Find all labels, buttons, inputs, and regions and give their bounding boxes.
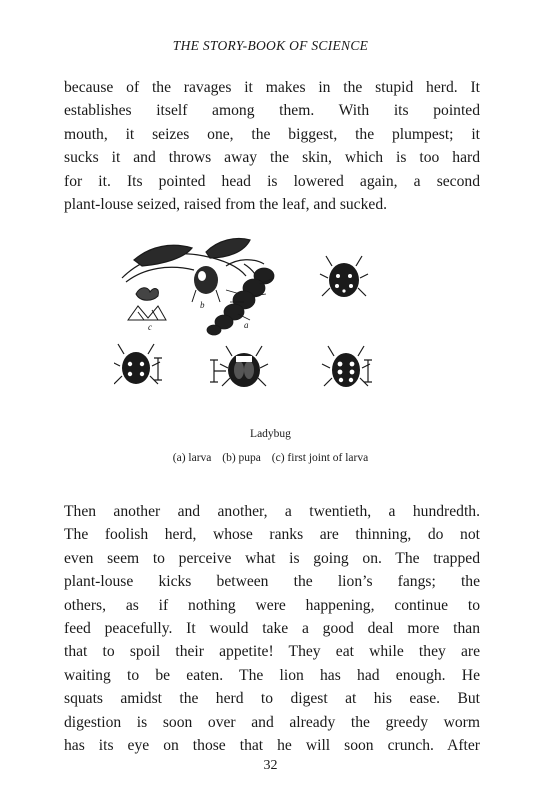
text-line: feed peacefully. It would take a good deal more than [64, 620, 480, 638]
text-line: others, as if nothing were happening, continue to [64, 596, 480, 614]
text-line: plant-louse kicks between the lion’s fangs; the [64, 573, 480, 591]
legend-item: (c) first joint of larva [271, 452, 369, 464]
text-line: for it. Its pointed head is lowered again, a second [64, 172, 480, 190]
text-line: Then another and another, a twentieth, a hundredth. [64, 503, 480, 520]
text-line: mouth, it seizes one, the biggest, the plumpest; it [64, 125, 480, 143]
running-head: THE STORY-BOOK OF SCIENCE [172, 38, 369, 53]
text-line: plant-louse seized, raised from the leaf, and sucked. [64, 196, 388, 214]
text-line: digestion is soon over and already the greedy worm [64, 713, 480, 731]
text-line: has its eye on those that he will soon crunch. After [64, 737, 480, 755]
page-number: 32 [263, 758, 278, 773]
text-line: even seem to perceive what is going on. The trapped [64, 549, 480, 567]
label-a: a [244, 320, 249, 330]
scale-bar-icon [210, 360, 226, 382]
text-line: The foolish herd, whose ranks are thinning, do not [64, 526, 480, 544]
ladybug-beetle-illustration [114, 344, 160, 384]
legend-item: (b) pupa [222, 452, 261, 464]
figure-legend [0, 452, 541, 464]
text-line: establishes itself among them. With its pointed [64, 102, 480, 120]
text-line: squats amidst the herd to digest at his ease. But [64, 690, 480, 708]
text-line: waiting to be eaten. The lion has had enough. He [64, 666, 480, 684]
text-line: sucks it and throws away the skin, which is too hard [64, 149, 480, 167]
label-c: c [148, 322, 152, 332]
legend-item: (a) larva [172, 452, 212, 464]
scale-bar-icon [364, 360, 372, 382]
paragraph-1 [64, 76, 480, 216]
text-line: because of the ravages it makes in the stupid herd. It [64, 79, 480, 96]
leaf-stem-illustration [122, 239, 264, 293]
figure-caption-title: Ladybug [250, 428, 291, 440]
label-b: b [200, 300, 205, 310]
pupa-illustration [192, 266, 220, 302]
scale-bar-icon [154, 358, 162, 380]
ladybug-beetle-illustration [320, 256, 368, 297]
ladybug-illustration [114, 236, 414, 406]
larva-joint-illustration [128, 288, 166, 320]
paragraph-2 [64, 500, 480, 757]
ladybug-beetle-illustration [322, 346, 370, 387]
text-line: that to spoil their appetite! They eat while they are [64, 643, 480, 661]
ladybug-beetle-illustration [220, 346, 268, 387]
